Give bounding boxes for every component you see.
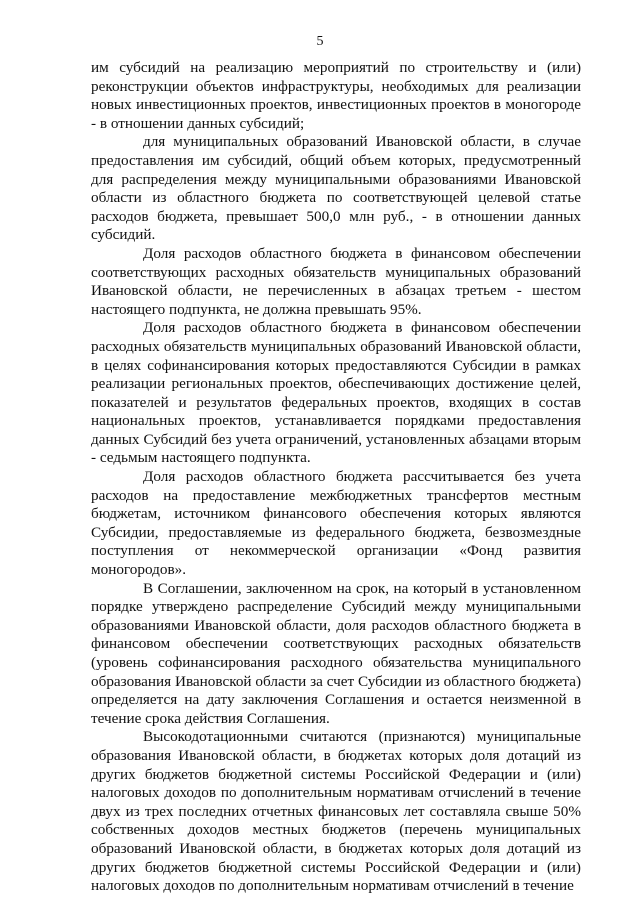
paragraph: Доля расходов областного бюджета в финансовом обеспечении соответствующих расходных обязательств муниципальных образований Ивановской области, не перечисленных в абзацах третьем - шестом настоящего подпункта, не должна превышать 95%. bbox=[91, 244, 581, 318]
document-body bbox=[91, 59, 581, 896]
paragraph: В Соглашении, заключенном на срок, на который в установленном порядке утверждено распределение Субсидий между муниципальными образованиями Ивановской области, доля расходов областного бюджета в финансовом обеспечении соответствующих расходных обязательств (уровень софинансирования расходного обязательства муниципального образования Ивановской области за счет Субсидии из областного бюджета) определяется на дату заключения Соглашения и остается неизменной в течение срока действия Соглашения. bbox=[91, 579, 581, 727]
paragraph: Высокодотационными считаются (признаются) муниципальные образования Ивановской области, в бюджетах которых доля дотаций из других бюджетов бюджетной системы Российской Федерации и (или) налоговых доходов по дополнительным нормативам отчислений в течение двух из трех последних отчетных финансовых лет составляла свыше 50% собственных доходов местных бюджетов (перечень муниципальных образований Ивановской области, в бюджетах которых доля дотаций из других бюджетов бюджетной системы Российской Федерации и (или) налоговых доходов по дополнительным нормативам отчислений в течение bbox=[91, 728, 581, 895]
page-number: 5 bbox=[316, 34, 324, 49]
paragraph: Доля расходов областного бюджета рассчитывается без учета расходов на предоставление межбюджетных трансфертов местным бюджетам, источником финансового обеспечения которых являются Субсидии, предоставляемые из федерального бюджета, безвозмездные поступления от некоммерческой организации «Фонд развития моногородов». bbox=[91, 468, 581, 579]
paragraph-continuation: им субсидий на реализацию мероприятий по строительству и (или) реконструкции объектов инфраструктуры, необходимых для реализации новых инвестиционных проектов, инвестиционных проектов в моногороде - в отношении данных субсидий; bbox=[91, 59, 581, 132]
paragraph: Доля расходов областного бюджета в финансовом обеспечении расходных обязательств муниципальных образований Ивановской области, в целях софинансирования которых предоставляются Субсидии в рамках реализации региональных проектов, обеспечивающих достижение целей, показателей и результатов федеральных проектов, входящих в состав национальных проектов, устанавливается порядками предоставления данных Субсидий без учета ограничений, установленных абзацами вторым - седьмым настоящего подпункта. bbox=[91, 319, 581, 467]
paragraph: для муниципальных образований Ивановской области, в случае предоставления им субсидий, общий объем которых, предусмотренный для распределения между муниципальными образованиями Ивановской области из областного бюджета по соответствующей целевой статье расходов бюджета, превышает 500,0 млн руб., - в отношении данных субсидий. bbox=[91, 133, 581, 244]
